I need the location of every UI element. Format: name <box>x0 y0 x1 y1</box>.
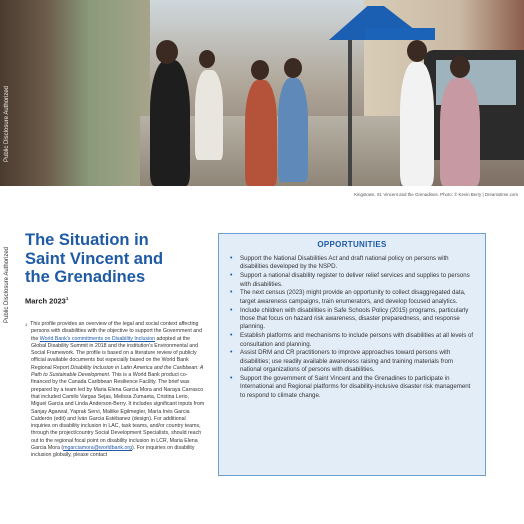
building-left <box>0 0 150 186</box>
body-text-part: . This is a World Bank product co-financed by the Canada Caribbean Resilience Facility. The brief was prepared by a team led by Maria Elena Garcia Mora and Naraya Carrasco that included Camilo Vargas Sejas, Melissa Zumaeta, Cristina Lerio, Miguel Garcia and Linda Anderson-Berry. It includes significant inputs from Sanjay Agarwal, Yaprak Servi, Maliike Egilmegler, María Inés Garcia Calderón (edit) and Iván Garcia Estébanez (design). For additional inquiries on disability inclusion in LAC, task teams, and/or country teams, through the project/country Social Development Specialists, should reach out to the regional focal point on disability inclusion in LCR, Maria Elena Garcia Mora ( <box>31 372 205 452</box>
cover-photo <box>0 0 524 186</box>
date-text: March 2023 <box>25 296 66 306</box>
disclosure-text: Public Disclosure Authorized <box>4 85 10 163</box>
disclosure-label-top <box>2 62 12 186</box>
pedestrian-head <box>156 40 178 64</box>
publication-date <box>25 296 68 306</box>
list-item <box>229 332 475 349</box>
opportunities-list <box>229 255 475 400</box>
body-text-part: This profile provides an overview of the legal and social context affecting persons with disabilities with the objective to support the Government and the <box>30 321 203 342</box>
pedestrian-head <box>199 50 215 68</box>
list-item <box>229 349 475 374</box>
bullet-icon: • <box>230 272 233 280</box>
bullet-icon: • <box>230 375 233 383</box>
body-text-part: ). For inquiries on disability inclusion globally, please contact <box>31 445 195 459</box>
list-item-text: Support the National Disabilities Act and draft national policy on persons with disabilities developed by the NSPD. <box>240 255 449 271</box>
pedestrian <box>440 78 480 186</box>
pedestrian <box>150 60 190 186</box>
title-line: Saint Vincent and <box>25 249 164 268</box>
opportunities-box <box>218 233 486 476</box>
bullet-icon: • <box>230 332 233 340</box>
pedestrian-head <box>450 56 470 78</box>
footnote-ref: 1 <box>25 322 28 327</box>
disclosure-label-bottom <box>2 230 12 340</box>
disclosure-text: Public Disclosure Authorized <box>4 246 10 324</box>
footnote-body <box>25 321 205 524</box>
tent-pole <box>348 40 352 186</box>
pedestrian-head <box>407 40 427 62</box>
bullet-icon: • <box>230 306 233 314</box>
list-item-text: Include children with disabilities in Safe Schools Policy (2015) programs, particularly those that focus on hazard risk awareness, disaster preparedness, and response planning. <box>240 306 469 331</box>
market-tent-canopy <box>365 28 435 40</box>
page-title <box>25 231 205 287</box>
bullet-icon: • <box>230 349 233 357</box>
title-line: the Grenadines <box>25 268 146 286</box>
pedestrian <box>245 80 277 186</box>
pedestrian <box>400 62 434 186</box>
list-item-text: The next census (2023) might provide an opportunity to collect disaggregated data, target awareness campaigns, train enumerators, and develop focused analytics. <box>240 289 466 305</box>
title-line: The Situation in <box>25 231 149 249</box>
photo-caption: Kingstown, St. Vincent and the Grenadines. Photo: © Kevin Berry | Dreamstime.com <box>354 192 518 197</box>
footnote-mark: 1 <box>65 296 69 301</box>
pedestrian <box>195 70 223 160</box>
list-item <box>229 255 475 272</box>
list-item <box>229 272 475 289</box>
bullet-icon: • <box>230 289 233 297</box>
pedestrian-head <box>284 58 302 78</box>
list-item <box>229 375 475 400</box>
opportunities-title: OPPORTUNITIES <box>317 240 387 249</box>
list-item-text: Support a national disability register to deliver relief services and supplies to persons with disabilities. <box>240 272 470 288</box>
list-item-text: Support the government of Saint Vincent and the Grenadines to participate in International and Regional platforms for disability-inclusive disaster risk management to respond to climate change. <box>240 375 471 399</box>
list-item <box>229 307 475 332</box>
bullet-icon: • <box>230 255 233 262</box>
body-text-part: adopted at the Global Disability Summit in 2018 and the institution's Environmental and Social Framework. The profile is based on a literature review of publicly official available documents but especially based on the World Bank Regional Report <box>31 335 199 371</box>
pedestrian <box>278 78 308 182</box>
report-title: Disability Inclusion in Latin America and the Caribbean: A Path to Sustainable Development <box>31 364 204 379</box>
disability-commitments-link[interactable]: World Bank's commitments on Disability Inclusion <box>39 335 156 342</box>
pedestrian-head <box>251 60 269 80</box>
list-item-text: Establish platforms and mechanisms to include persons with disabilities at all levels of consultation and planning. <box>240 332 474 348</box>
list-item-text: Assist DRM and CR practitioners to improve approaches toward persons with disabilities; use readily available awareness raising and training materials from national organizations of persons with disabilities. <box>240 349 453 374</box>
contact-email-link[interactable]: mgarciamora@worldbank.org <box>63 445 133 452</box>
list-item <box>229 289 475 306</box>
